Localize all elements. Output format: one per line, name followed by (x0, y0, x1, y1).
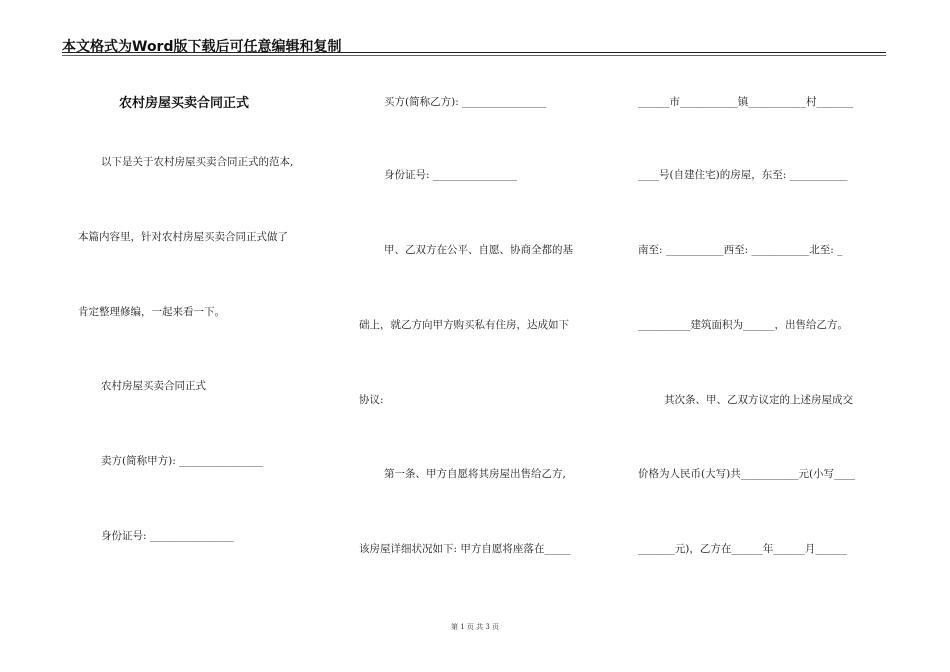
col3-paragraph-line: ____号(自建住宅)的房屋，东至: ___________ (638, 169, 848, 181)
col1-paragraph-line: 以下是关于农村房屋买卖合同正式的范本, (101, 156, 294, 168)
article-one-line: 第一条、甲方自愿将其房屋出售给乙方, (384, 468, 566, 480)
col3-paragraph-line: 价格为人民币(大写)共___________元(小写____ (638, 468, 856, 480)
col3-paragraph-line: _______元)，乙方在______年______月______ (638, 543, 847, 555)
buyer-id-field: 身份证号: ________________ (384, 169, 517, 181)
col2-paragraph-line: 协议: (359, 394, 384, 406)
page-number-footer: 第 1 页 共 3 页 (450, 623, 500, 631)
col2-paragraph-line: 甲、乙双方在公平、自愿、协商全都的基 (384, 244, 573, 256)
page-header-banner: 本文格式为Word版下载后可任意编辑和复制 (62, 39, 342, 55)
buyer-field: 买方(简称乙方): ________________ (384, 96, 547, 108)
col1-paragraph-line: 肯定整理修编，一起来看一下。 (78, 306, 225, 318)
col3-paragraph-line: 南至: ___________西至: ___________北至: _ (638, 244, 843, 256)
col2-paragraph-line: 该房屋详细状况如下: 甲方自愿将座落在_____ (359, 543, 571, 555)
header-rule-secondary (62, 55, 886, 56)
document-title: 农村房屋买卖合同正式 (119, 96, 250, 111)
article-two-line: 其次条、甲、乙双方议定的上述房屋成交 (664, 394, 853, 406)
header-rule (62, 52, 886, 53)
col2-paragraph-line: 础上，就乙方向甲方购买私有住房，达成如下 (359, 319, 569, 331)
seller-id-field: 身份证号: ________________ (101, 530, 234, 542)
seller-field: 卖方(简称甲方): ________________ (101, 455, 264, 467)
col3-paragraph-line: __________建筑面积为______，出售给乙方。 (638, 319, 848, 331)
col1-subtitle: 农村房屋买卖合同正式 (101, 380, 206, 392)
col3-paragraph-line: ______市___________镇___________村_______ (638, 96, 854, 108)
col1-paragraph-line: 本篇内容里，针对农村房屋买卖合同正式做了 (78, 231, 288, 243)
